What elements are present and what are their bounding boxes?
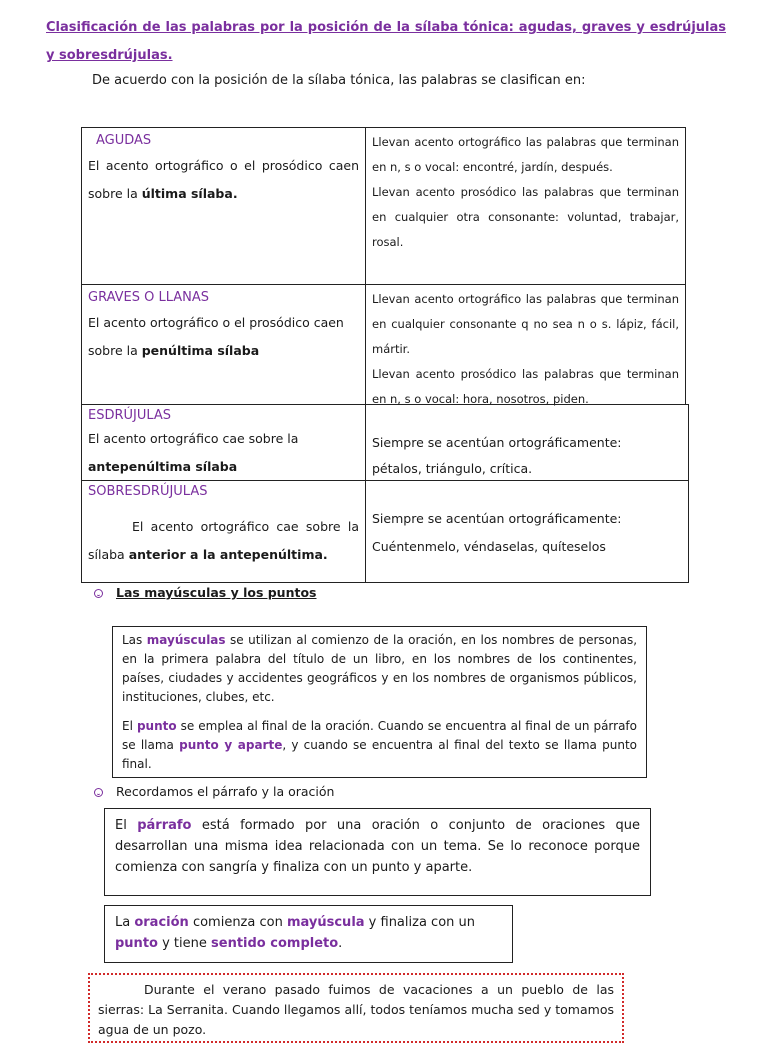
section1-heading: Las mayúsculas y los puntos: [116, 585, 317, 600]
smiley-icon: [94, 589, 103, 598]
page-title: Clasificación de las palabras por la posición de la sílaba tónica: agudas, graves y esdrújulas y sobresdrújulas.: [46, 20, 726, 63]
sobresdrujulas-right-p2: Cuéntenmelo, véndaselas, quíteselos: [372, 539, 606, 554]
sobresdrujulas-left-cell: [81, 480, 366, 583]
mayusculas-box: [112, 626, 647, 778]
agudas-header: AGUDAS: [96, 133, 152, 148]
oracion-box: [104, 905, 513, 963]
agudas-right-p1: Llevan acento ortográfico las palabras que terminan en n, s o vocal: encontré, jardín, después.: [372, 135, 679, 174]
sobresdrujulas-left-text: El acento ortográfico cae sobre la sílaba anterior a la antepenúltima.: [88, 519, 359, 562]
esdrujulas-left-text: El acento ortográfico cae sobre la antepenúltima sílaba: [88, 431, 299, 474]
graves-right-p1: Llevan acento ortográfico las palabras que terminan en cualquier consonante q no sea n o s. lápiz, fácil, mártir.: [372, 292, 679, 356]
esdrujulas-right-cell: [365, 404, 689, 481]
agudas-right-cell: [365, 127, 686, 285]
agudas-left-cell: [81, 127, 366, 285]
graves-right-p2: Llevan acento prosódico las palabras que terminan en n, s o vocal: hora, nosotros, piden.: [372, 367, 679, 406]
esdrujulas-right-p2: pétalos, triángulo, crítica.: [372, 461, 533, 476]
intro-text: De acuerdo con la posición de la sílaba tónica, las palabras se clasifican en:: [92, 73, 586, 88]
graves-left-text: El acento ortográfico o el prosódico caen sobre la penúltima sílaba: [88, 315, 344, 358]
smiley-icon: [94, 788, 103, 797]
parrafo-box: [104, 808, 651, 896]
parrafo-paragraph: El párrafo está formado por una oración o conjunto de oraciones que desarrollan una misma idea relacionada con un tema. Se lo reconoce porque comienza con sangría y finaliza con un punto y aparte.: [115, 818, 640, 875]
agudas-right-p2: Llevan acento prosódico las palabras que terminan en cualquier otra consonante: voluntad, trabajar, rosal.: [372, 185, 679, 249]
esdrujulas-header: ESDRÚJULAS: [88, 408, 172, 423]
sobresdrujulas-header: SOBRESDRÚJULAS: [88, 484, 208, 499]
mayusculas-paragraph: Las mayúsculas se utilizan al comienzo de la oración, en los nombres de personas, en la primera palabra del título de un libro, en los nombres de los continentes, países, ciudades y accidentes geográficos y en los nombres de organismos públicos, instituciones, clubes, etc.: [122, 633, 638, 704]
graves-header: GRAVES O LLANAS: [88, 290, 210, 305]
esdrujulas-left-cell: [81, 404, 366, 481]
graves-right-cell: [365, 284, 686, 405]
oracion-paragraph: La oración comienza con mayúscula y finaliza con un punto y tiene sentido completo.: [115, 915, 475, 951]
graves-left-cell: [81, 284, 366, 405]
section2-heading: Recordamos el párrafo y la oración: [116, 784, 335, 799]
agudas-left-text: El acento ortográfico o el prosódico caen sobre la última sílaba.: [88, 158, 359, 201]
story-box: [88, 973, 624, 1043]
esdrujulas-right-p1: Siempre se acentúan ortográficamente:: [372, 435, 622, 450]
sobresdrujulas-right-p1: Siempre se acentúan ortográficamente:: [372, 511, 622, 526]
sobresdrujulas-right-cell: [365, 480, 689, 583]
story-text: Durante el verano pasado fuimos de vacaciones a un pueblo de las sierras: La Serranita. Cuando llegamos allí, todos teníamos mucha sed y tomamos agua de un pozo.: [98, 982, 614, 1037]
punto-paragraph: El punto se emplea al final de la oración. Cuando se encuentra al final de un párrafo se llama punto y aparte, y cuando se encuentra al final del texto se llama punto final.: [122, 719, 637, 771]
